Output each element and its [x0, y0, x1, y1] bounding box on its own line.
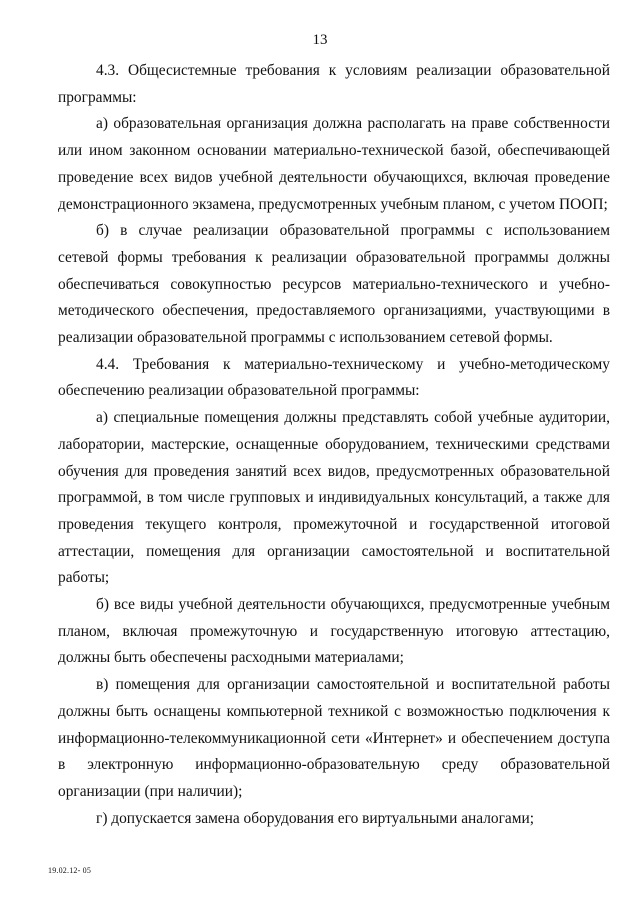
paragraph-4-4: 4.4. Требования к материально-техническому и учебно-методическому обеспечению реализации образовательной программы: [58, 355, 610, 400]
page-number: 13 [312, 32, 328, 48]
paragraph-4-4-g: г) допускается замена оборудования его виртуальными аналогами; [96, 809, 534, 827]
footer-document-code: 19.02.12- 05 [48, 866, 92, 875]
document-body [58, 58, 610, 832]
paragraph-4-3-b: б) в случае реализации образовательной программы с использованием сетевой формы требования к реализации образовательной программы должны обеспечиваться совокупностью ресурсов материально-технического и учебно-методического обеспечения, предоставляемого организациями, участвующими в реализации образовательной программы с использованием сетевой формы. [58, 222, 610, 347]
paragraph-4-3-a: а) образовательная организация должна располагать на праве собственности или ином законном основании материально-технической базой, обеспечивающей проведение всех видов учебной деятельности обучающихся, включая проведение демонстрационного экзамена, предусмотренных учебным планом, с учетом ПООП; [58, 115, 610, 213]
paragraph-4-4-v: в) помещения для организации самостоятельной и воспитательной работы должны быть оснащены компьютерной техникой с возможностью подключения к информационно-телекоммуникационной сети «Интернет» и обеспечением доступа в электронную информационно-образовательную среду образовательной организации (при наличии); [58, 676, 610, 800]
paragraph-4-4-a: а) специальные помещения должны представлять собой учебные аудитории, лаборатории, мастерские, оснащенные оборудованием, техническими средствами обучения для проведения занятий всех видов, предусмотренных образовательной программой, в том числе групповых и индивидуальных консультаций, а также для проведения текущего контроля, промежуточной и государственной итоговой аттестации, помещения для организации самостоятельной и воспитательной работы; [58, 409, 610, 587]
paragraph-4-3: 4.3. Общесистемные требования к условиям реализации образовательной программы: [58, 62, 610, 106]
paragraph-4-4-b: б) все виды учебной деятельности обучающихся, предусмотренные учебным планом, включая промежуточную и государственную итоговую аттестацию, должны быть обеспечены расходными материалами; [58, 596, 610, 667]
